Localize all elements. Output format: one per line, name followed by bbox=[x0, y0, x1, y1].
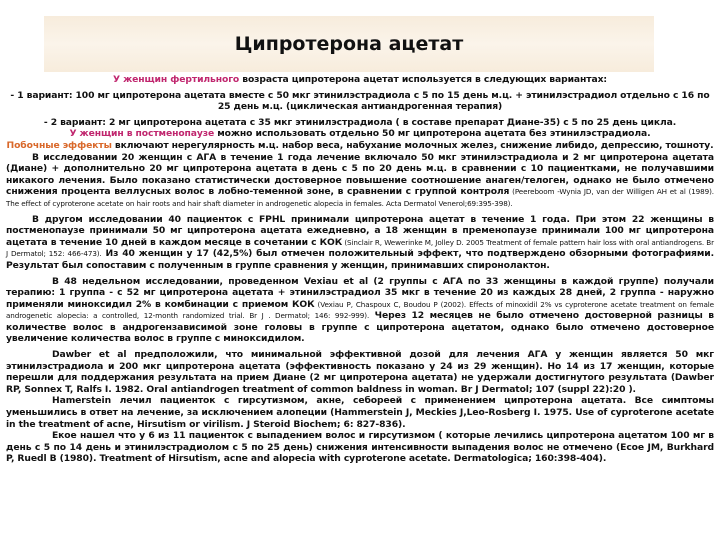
paragraph-text: В 48 недельном исследовании, проведенном Vexiau et al (2 группы с АГА по 33 женщины в каждой группе) получали терапию: 1 группа - с 52 мг ципротерона ацетата + этинилэстрадиол 35 мкг в течение 20 из каждых 28 дней, 2 группа - наружно применяли миноксидил 2% в комбинации с приемом КОК bbox=[6, 275, 714, 310]
paragraph-variant-1: - 1 вариант: 100 мг ципротерона ацетата вместе с 50 мкг этинилэстрадиола с 5 по 15 день м.ц. + этинилэстрадиол отдельно с 16 по 25 день м.ц. (циклическая антиандрогенная терапия) bbox=[10, 89, 710, 113]
paragraph-text: Dawber et al предположили, что минимальной эффективной дозой для лечения АГА у женщин является 50 мкг этинилэстрадиола и 200 мкг ципротерона ацетата (эффективность показано у 24 из 29 женщин). Но 14 из 17 женщин, которые перешли для поддержания результата на прием Диане (2 мг ципротерона ацетата) не удержали достигнутого результата bbox=[6, 349, 714, 384]
paragraph-hamerstein bbox=[6, 395, 714, 430]
paragraph-text: Hamerstein лечил пациенток с гирсутизмом, акне, себореей с применением ципротерона ацетата. Все симптомы уменьшились в ответ на лечение, за исключением алопеции bbox=[6, 395, 714, 419]
page-title: Ципротерона ацетат bbox=[234, 33, 464, 55]
reference-peereboom: (Peereboom -Wynia JD, van der Willigen AH et al (1989). The effect of cyproterone acetate on hair roots and hair shaft diameter in androgenetic alopecia in females. Acta Dermatol Venerol;69:395-398). bbox=[6, 187, 714, 208]
paragraph-text: включают нерегулярность м.ц. набор веса, набухание молочных желез, снижение либидо, депрессию, тошноту. bbox=[111, 139, 714, 151]
highlight-side-effects: Побочные эффекты bbox=[6, 139, 112, 151]
paragraph-ecoe bbox=[6, 430, 714, 465]
reference-hammerstein: (Hammerstein J, Meckies J,Leo-Rosberg I. 1975. Use of cyproterone acetate in the treatment of acne, Hirsutism or virilism. J Steroid Biochem; 6: 827-836). bbox=[6, 407, 714, 430]
paragraph-text: Через 12 месяцев не было отмечено достоверной разницы в количестве волос в андрогензависимой зоне головы в группе с ципротерона ацетатом, однако было отмечено достоверное увеличение количества волос в группе с миноксидилом. bbox=[6, 310, 714, 345]
document-body bbox=[6, 74, 714, 465]
paragraph-dawber bbox=[6, 349, 714, 395]
paragraph-study-fphl bbox=[6, 214, 714, 272]
paragraph-study-diane bbox=[6, 152, 714, 210]
paragraph-text: можно использовать отдельно 50 мг ципротерона ацетата без этинилэстрадиола. bbox=[214, 128, 651, 140]
paragraph-side-effects bbox=[6, 140, 714, 152]
title-banner bbox=[44, 16, 654, 72]
paragraph-text: В другом исследовании 40 пациенток с FPHL принимали ципротерона ацетат в течение 1 года. При этом 22 женщины в постменопаузе принимали 50 мг ципротерона ацетата ежедневно, а 18 женщин в пременопаузе принимали 100 мг ципротерона ацетата в течение 10 дней в каждом месяце в сочетании с КОК bbox=[6, 213, 714, 248]
paragraph-text: Из 40 женщин у 17 (42,5%) был отмечен положительный эффект, что подтверждено обзорными фотографиями. Результат был сопоставим с полученным в группе сравнения у женщин, принимавших спиронолактон. bbox=[6, 248, 714, 271]
highlight-postmenopause: У женщин в постменопаузе bbox=[69, 128, 215, 140]
reference-dawber: (Dawber RP, Sonnex T, Ralfs I. 1982. Oral antiandrogen treatment of common baldness in woman. Br J Dermatol; 107 (suppl 22):20 ). bbox=[6, 372, 714, 395]
paragraph-text: В исследовании 20 женщин с АГА в течение 1 года лечение включало 50 мкг этинилэстрадиола и 2 мг ципротерона ацетата (Диане) + дополнительно 20 мг ципротерона ацетата в день с 5 по 20 день м.ц. в сравнении с 10 пациентками, не получавшими никакого лечения. Было показано статистически достоверное повышение соотношение анаген/телоген, однако не было отмечено снижения процента веллусных волос в лобно-теменной зоне, в сравнении с группой контроля bbox=[6, 151, 714, 198]
paragraph-postmenopause bbox=[6, 128, 714, 140]
reference-vexiau: (Vexiau P, Chaspoux C, Boudou P (2002). Effects of minoxidil 2% vs cyproterone acetate treatment on female androgenetic alopecia: a controlled, 12-month randomized trial. Br J . Dermatol; 146: 992-999). bbox=[6, 299, 714, 321]
highlight-fertile-women: У женщин фертильного bbox=[112, 74, 240, 85]
paragraph-fertile-women bbox=[6, 74, 714, 86]
reference-ecoe: (Ecoe JM, Burkhard P, Ruedl B (1980). Treatment of Hirsutism, acne and alopecia with cyproterone acetate. Dermatologica; 160:398-404). bbox=[6, 441, 714, 465]
paragraph-text: возраста ципротерона ацетат используется в следующих вариантах: bbox=[239, 74, 608, 85]
reference-sinclair: (Sinclair R, Wewerinke M, Jolley D. 2005 Treatment of female pattern hair loss with oral antiandrogens. Br J Dermatol; 152: 466-473). bbox=[6, 237, 714, 259]
paragraph-study-vexiau bbox=[6, 276, 714, 346]
paragraph-text: Екое нашел что у 6 из 11 пациенток с выпадением волос и гирсутизмом ( которые лечились ципротерона ацетатом 100 мг в день с 5 по 14 день и этинилэстрадиолом с 5 по 25 день) снижения интенсивности выпадения волос не отмечено bbox=[6, 430, 714, 453]
paragraph-variant-2: - 2 вариант: 2 мг ципротерона ацетата с 35 мкг этинилэстрадиола ( в составе препарат Диане-35) с 5 по 25 день цикла. bbox=[43, 116, 677, 128]
